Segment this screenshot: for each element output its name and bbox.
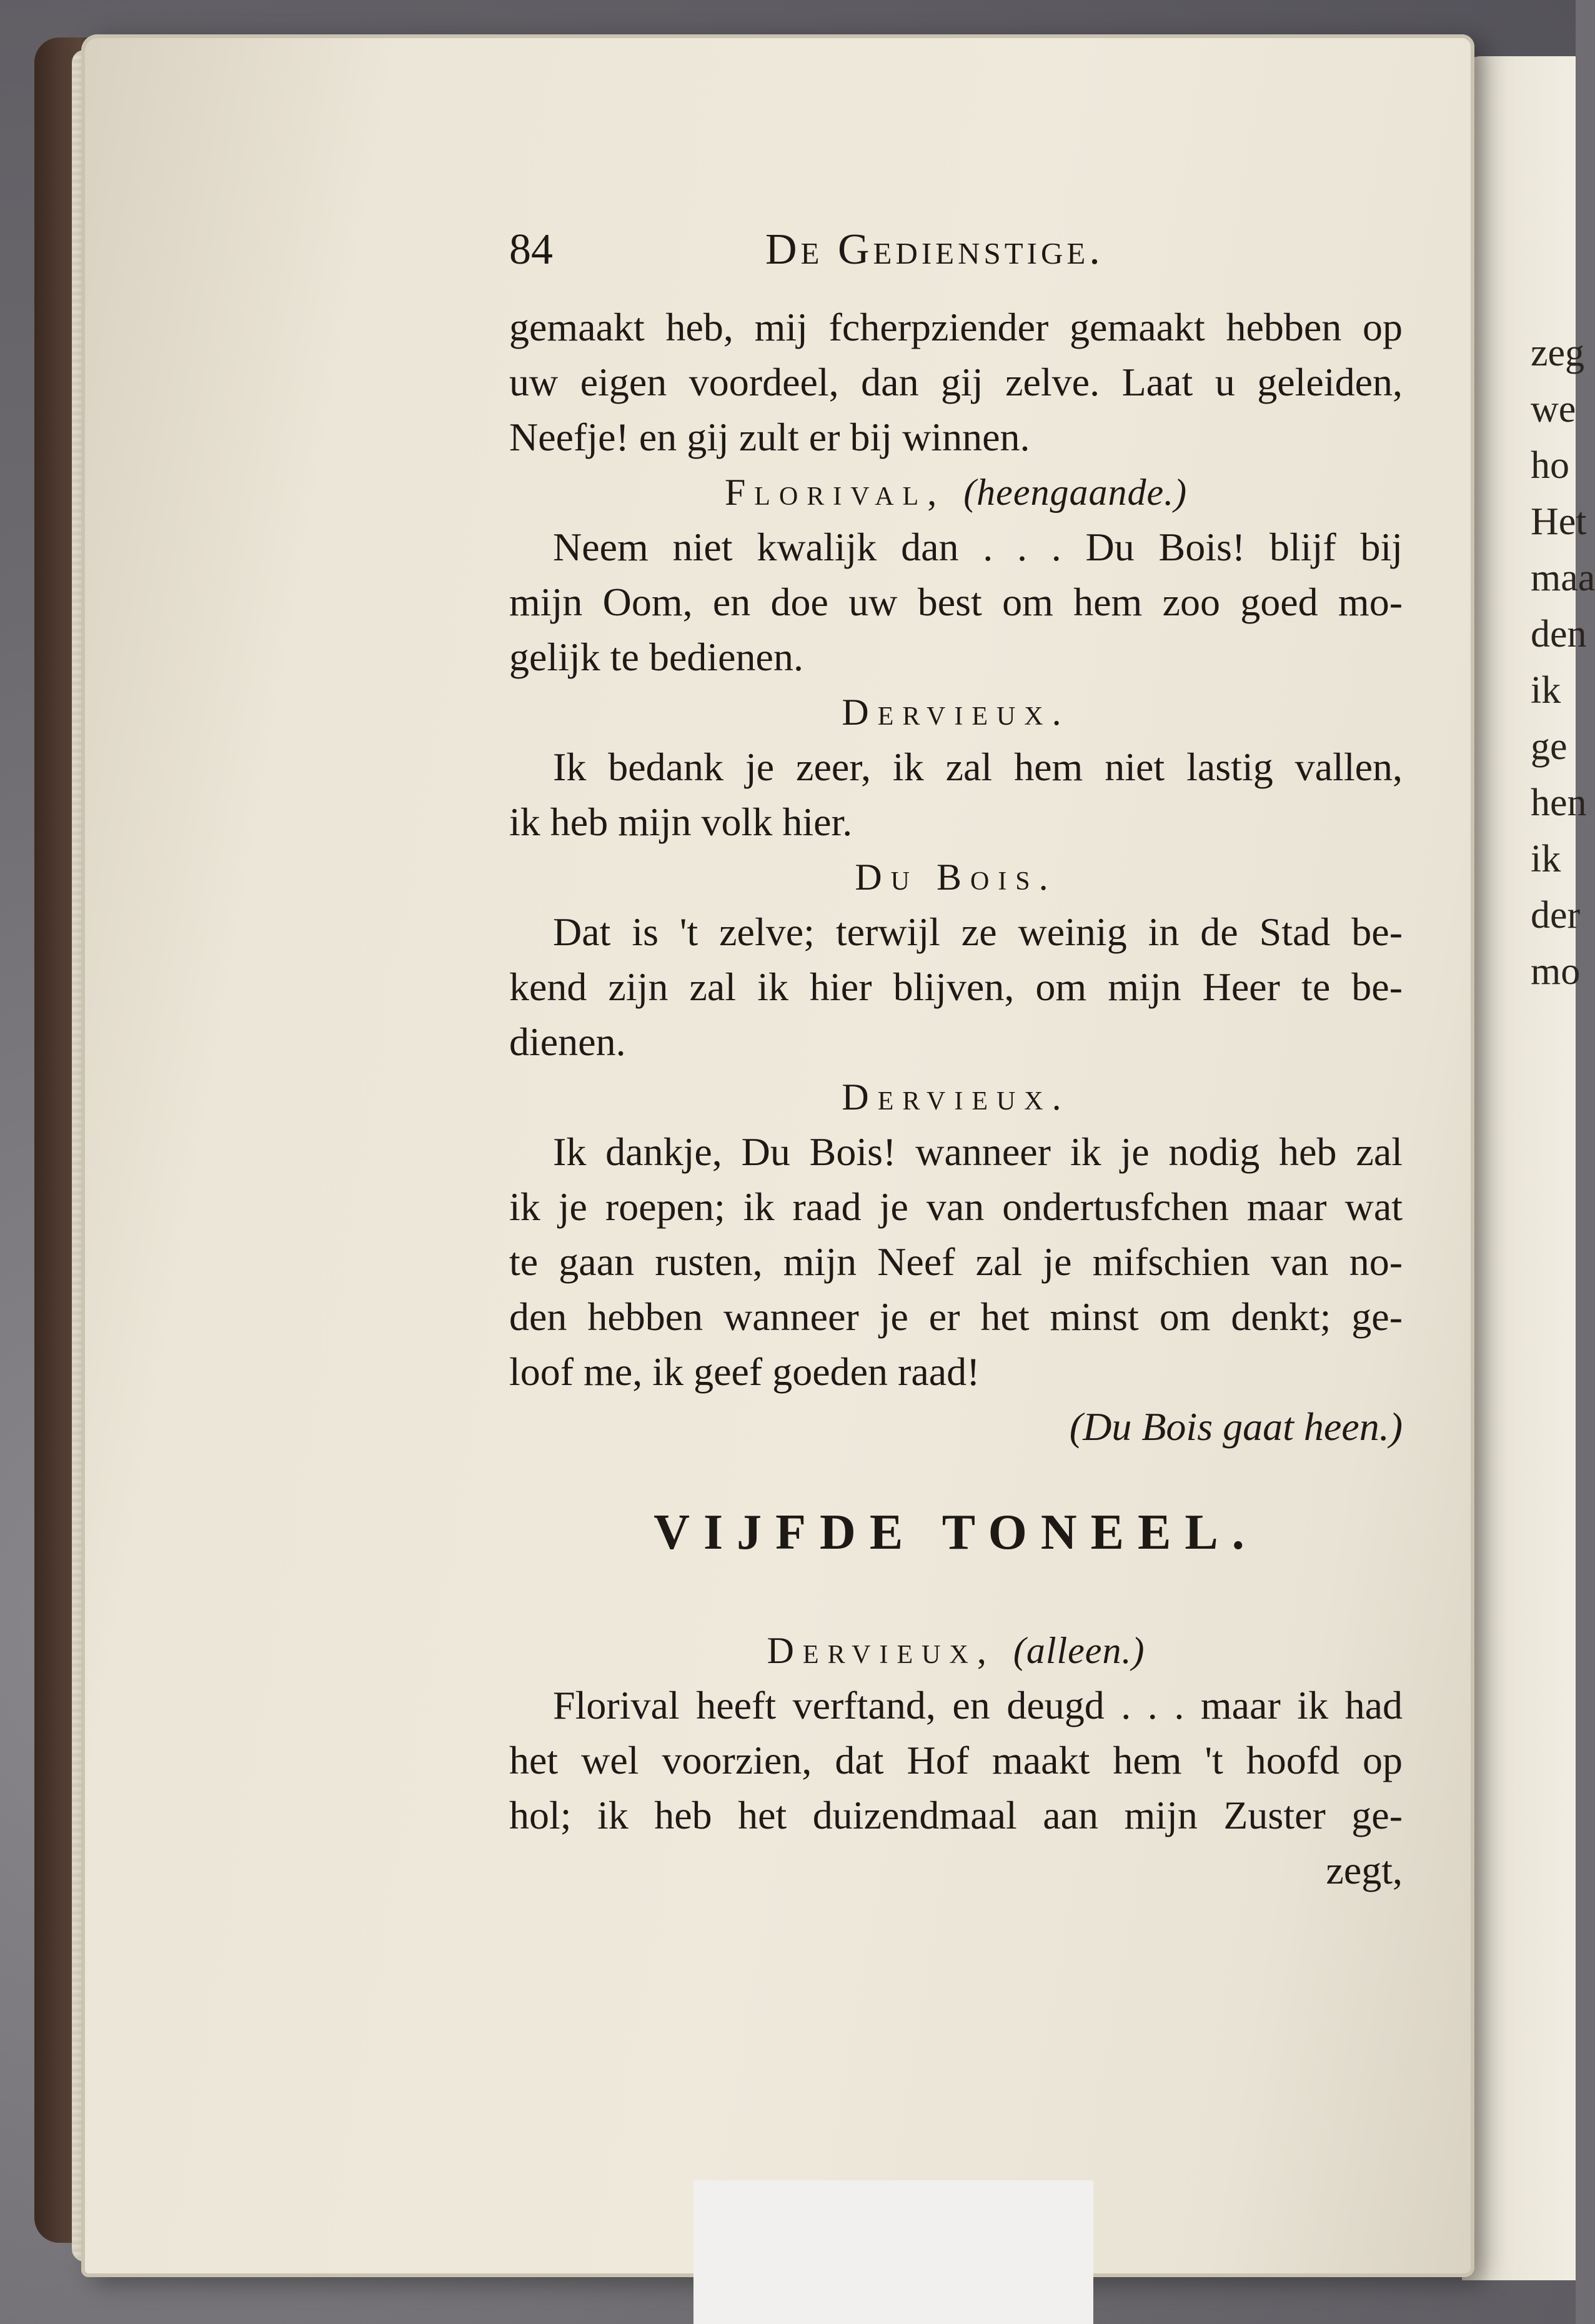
page-number: 84 xyxy=(509,226,553,274)
page-header xyxy=(509,225,1403,300)
scene-title: VIJFDE TONEEL. xyxy=(653,1505,1258,1560)
page-text xyxy=(509,225,1403,1898)
facing-page-fragment: ik xyxy=(1531,669,1561,712)
text-line: Ik bedank je zeer, ik zal hem niet lastig vallen, xyxy=(553,745,1403,789)
text-line: loof me, ik geef goeden raad! xyxy=(509,1349,980,1394)
stage-direction-exit: (Du Bois gaat heen.) xyxy=(1069,1404,1403,1449)
facing-page-fragment: we xyxy=(1531,388,1576,430)
stage-direction: (heengaande.) xyxy=(963,472,1188,513)
text-line: uw eigen voordeel, dan gij zelve. Laat u geleiden, xyxy=(509,360,1403,404)
redaction-patch xyxy=(693,2180,1093,2324)
stage-direction: (alleen.) xyxy=(1013,1630,1145,1671)
facing-page-fragment: hen xyxy=(1531,782,1587,824)
text-line: dienen. xyxy=(509,1020,626,1064)
text-line: mijn Oom, en doe uw best om hem zoo goed mo- xyxy=(509,580,1403,624)
text-line: hol; ik heb het duizendmaal aan mijn Zuster ge- xyxy=(509,1793,1403,1837)
facing-page-fragment: maa xyxy=(1531,557,1595,599)
speaker-heading xyxy=(509,1070,1403,1125)
facing-page-fragment: ik xyxy=(1531,838,1561,880)
speaker-heading xyxy=(509,1623,1403,1678)
facing-page-fragment: zeg xyxy=(1531,332,1585,374)
text-line: Neefje! en gij zult er bij winnen. xyxy=(509,415,1030,459)
speaker-heading xyxy=(509,465,1403,520)
facing-page-fragment: ho xyxy=(1531,444,1569,487)
facing-page xyxy=(1462,56,1595,2280)
text-line: kend zijn zal ik hier blijven, om mijn Heer te be- xyxy=(509,965,1403,1009)
speaker-heading xyxy=(509,850,1403,905)
facing-page-fragment: den xyxy=(1531,613,1587,655)
facing-page-fragment: ge xyxy=(1531,725,1568,768)
text-line: Dat is 't zelve; terwijl ze weinig in de Stad be- xyxy=(553,910,1403,954)
text-line: gemaakt heb, mij fcherpziender gemaakt hebben op xyxy=(509,305,1403,349)
speaker-name: Dervieux. xyxy=(842,692,1070,733)
facing-page-fragment: der xyxy=(1531,894,1581,936)
text-line: den hebben wanneer je er het minst om denkt; ge- xyxy=(509,1294,1403,1339)
speaker-heading xyxy=(509,685,1403,740)
facing-page-fragment: Het xyxy=(1531,500,1587,543)
text-line: gelijk te bedienen. xyxy=(509,635,803,679)
running-title: De Gedienstige. xyxy=(765,226,1104,274)
text-line: Florival heeft verftand, en deugd . . . maar ik had xyxy=(553,1683,1403,1727)
speaker-name: Dervieux. xyxy=(842,1076,1070,1118)
catchword: zegt, xyxy=(1326,1848,1403,1892)
text-line: ik je roepen; ik raad je van ondertusfchen maar wat xyxy=(509,1184,1403,1229)
speaker-name: Du Bois. xyxy=(855,857,1057,898)
speaker-name: Dervieux, xyxy=(767,1630,995,1671)
text-line: Ik dankje, Du Bois! wanneer ik je nodig heb zal xyxy=(553,1130,1403,1174)
facing-page-fragment: mo xyxy=(1531,950,1581,993)
text-line: ik heb mijn volk hier. xyxy=(509,800,853,844)
speaker-name: Florival, xyxy=(724,472,946,513)
text-line: Neem niet kwalijk dan . . . Du Bois! blijf bij xyxy=(553,525,1403,569)
text-line: het wel voorzien, dat Hof maakt hem 't hoofd op xyxy=(509,1738,1403,1782)
text-line: te gaan rusten, mijn Neef zal je mifschien van no- xyxy=(509,1239,1403,1284)
